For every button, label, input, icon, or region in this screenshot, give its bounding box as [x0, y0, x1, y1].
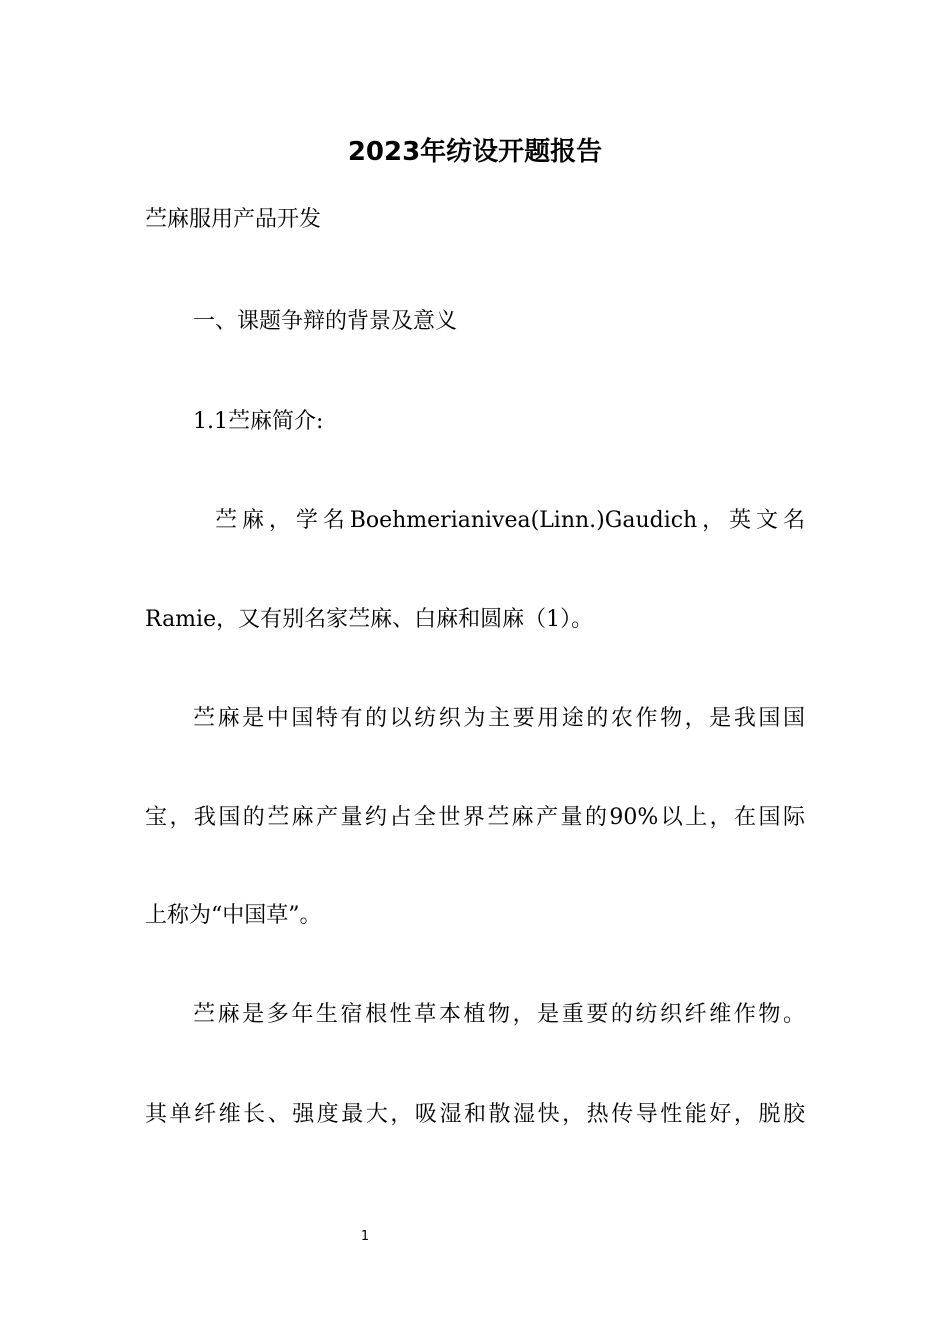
- paragraph-1-line-2: Ramie，又有别名家苎麻、白麻和圆麻（1）。: [145, 607, 594, 632]
- paragraph-2-line-2: 宝，我国的苎麻产量约占全世界苎麻产量的90%以上，在国际: [145, 805, 805, 830]
- document-subtitle: 苎麻服用产品开发: [145, 207, 322, 232]
- document-title: 2023年纺设开题报告: [347, 137, 603, 167]
- paragraph-3-line-1: 苎麻是多年生宿根性草本植物，是重要的纺织纤维作物。: [193, 1002, 805, 1027]
- paragraph-2-line-3: 上称为“中国草”。: [145, 903, 322, 928]
- section-heading: 一、课题争辩的背景及意义: [193, 309, 458, 334]
- paragraph-1-line-1: 苎麻，学名Boehmerianivea(Linn.)Gaudich，英文名: [215, 508, 805, 533]
- paragraph-3-line-2: 其单纤维长、强度最大，吸湿和散湿快，热传导性能好，脱胶: [145, 1102, 805, 1127]
- paragraph-2-line-1: 苎麻是中国特有的以纺织为主要用途的农作物，是我国国: [193, 706, 805, 731]
- page-number: 1: [360, 1229, 370, 1244]
- subsection-heading: 1.1苎麻简介:: [193, 409, 324, 434]
